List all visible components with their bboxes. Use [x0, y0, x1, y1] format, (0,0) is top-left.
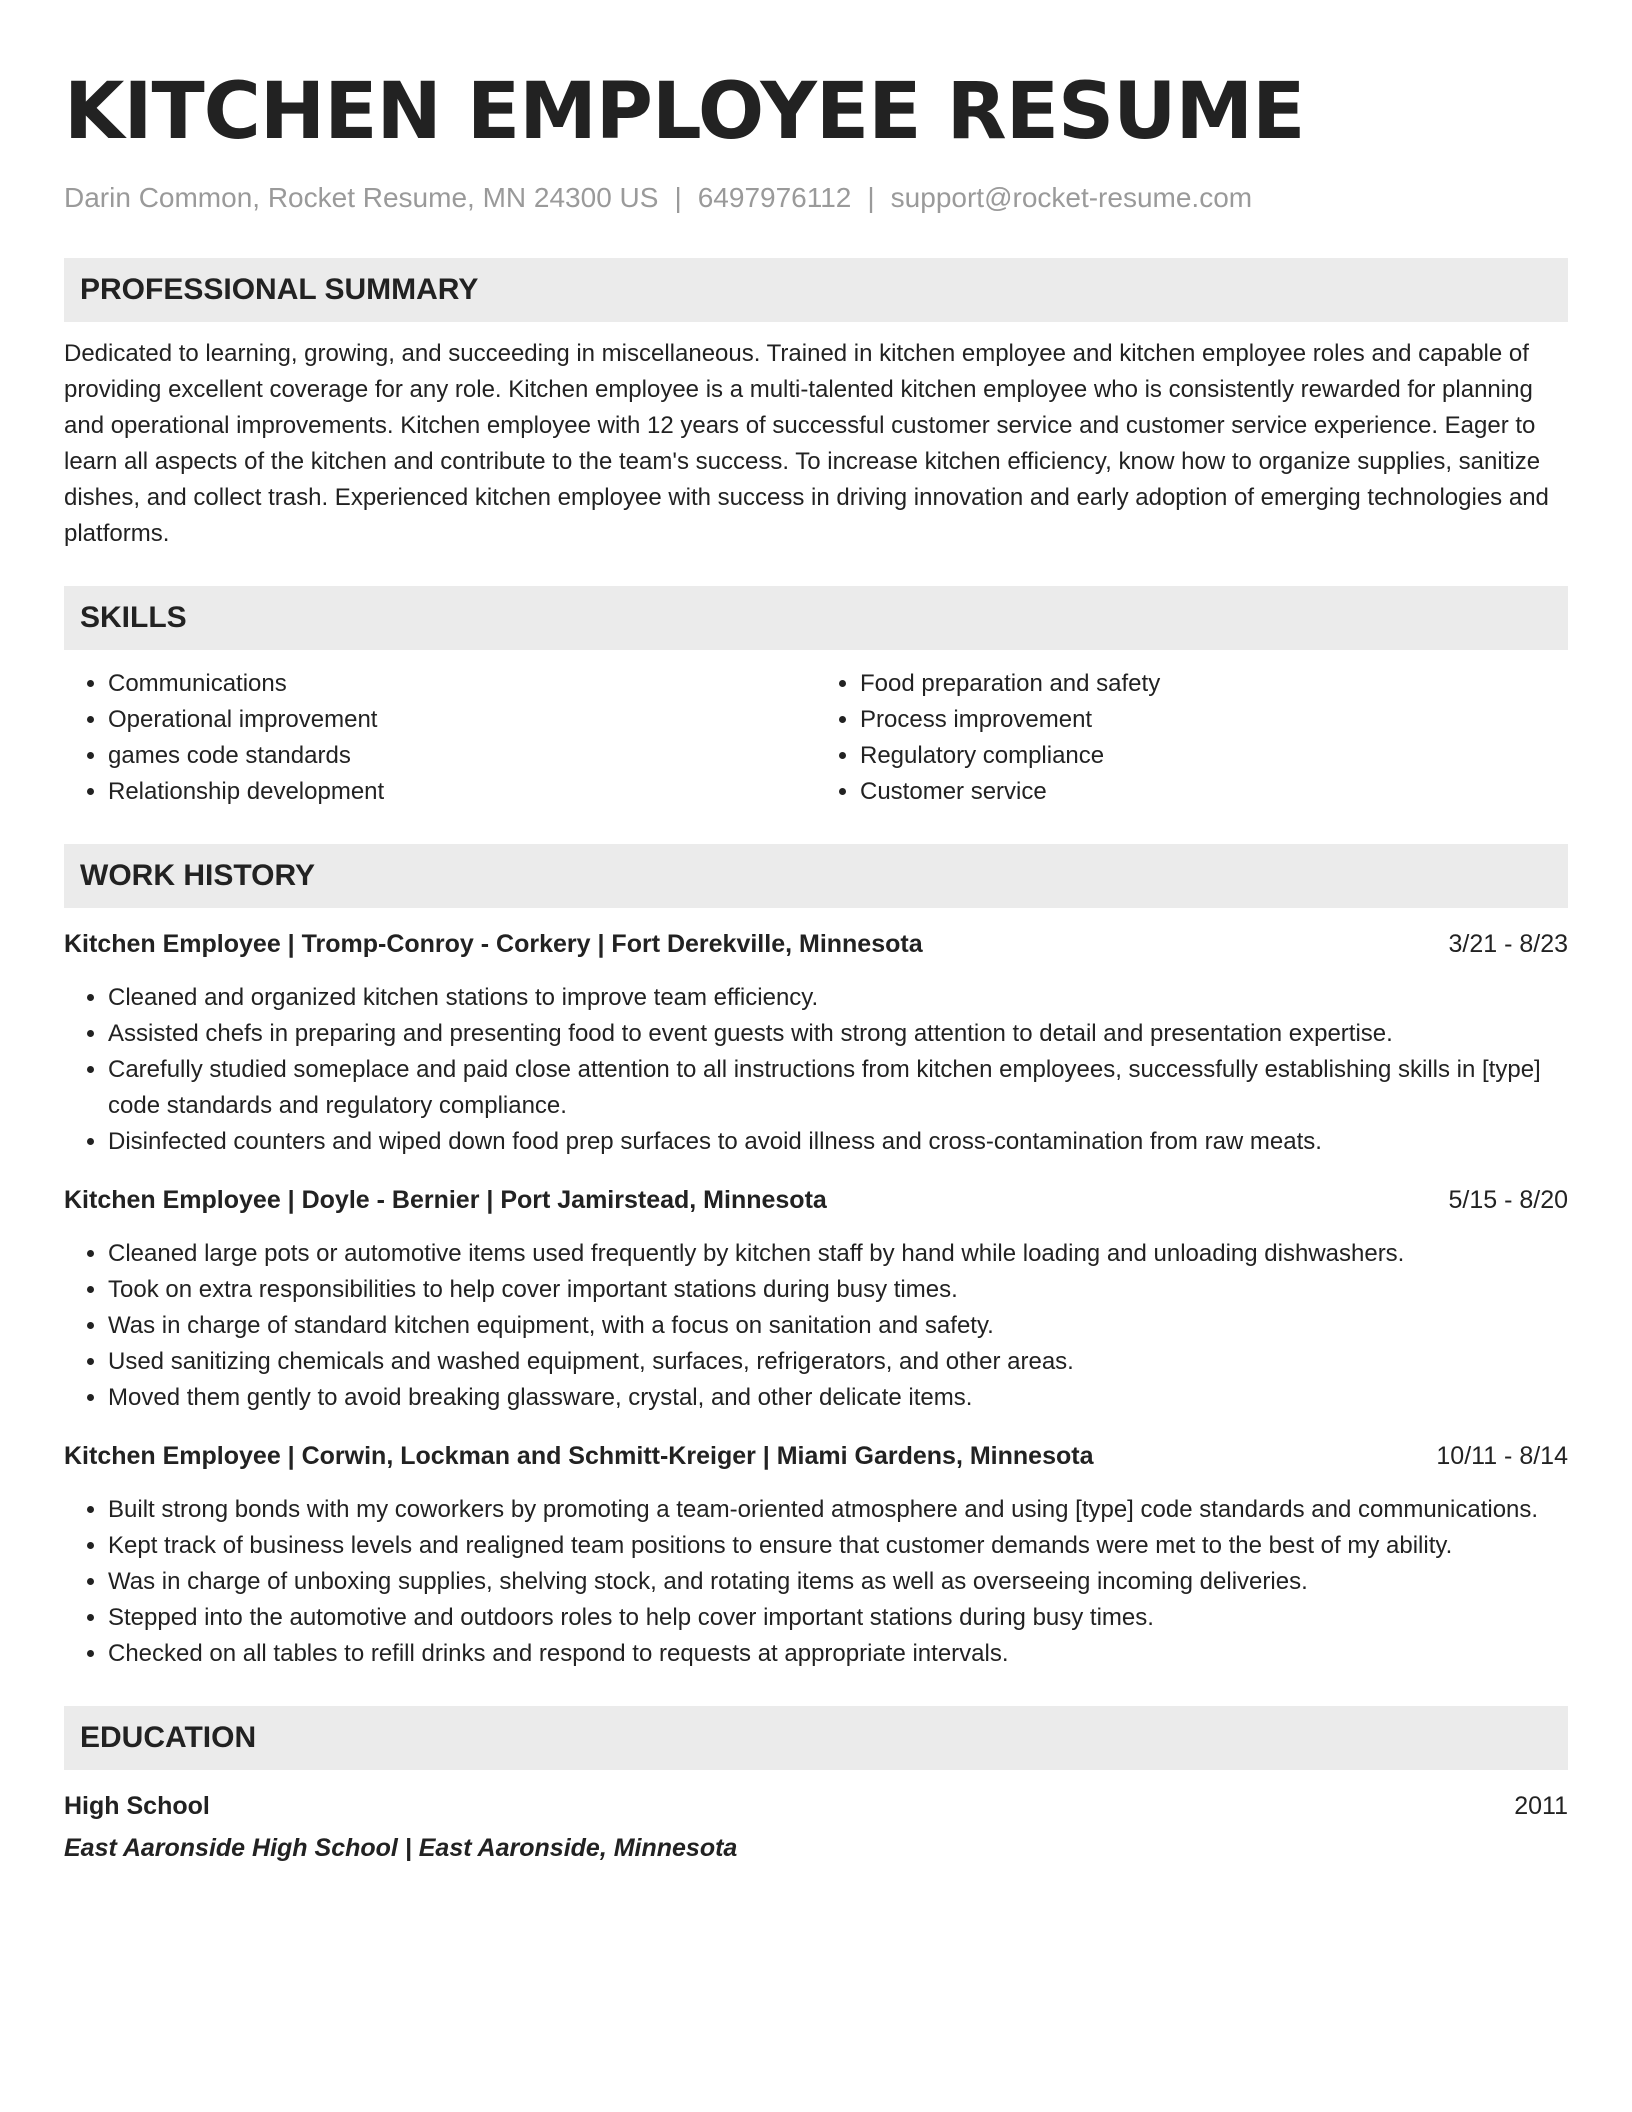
- job-entry: [64, 1182, 1568, 1416]
- skill-item: • Process improvement: [860, 702, 1568, 738]
- contact-separator: |: [674, 182, 682, 213]
- job-bullet: • Took on extra responsibilities to help cover important stations during busy times.: [108, 1272, 1568, 1308]
- job-bullet: • Cleaned large pots or automotive items used frequently by kitchen staff by hand while loading and unloading dishwashers.: [108, 1236, 1568, 1272]
- job-bullets: [64, 980, 1568, 1160]
- education-degree: High School: [64, 1792, 210, 1820]
- job-entry: [64, 926, 1568, 1160]
- section-header-work-history: WORK HISTORY: [64, 844, 1568, 908]
- contact-phone: 6497976112: [697, 182, 852, 213]
- job-bullet: • Carefully studied someplace and paid close attention to all instructions from kitchen employees, successfully establishing skills in [type] code standards and regulatory compliance.: [108, 1052, 1568, 1124]
- education-school: East Aaronside High School | East Aaronside, Minnesota: [64, 1834, 738, 1862]
- job-title: Kitchen Employee | Tromp-Conroy - Corkery | Fort Derekville, Minnesota: [64, 930, 923, 958]
- job-bullet: • Assisted chefs in preparing and presenting food to event guests with strong attention to detail and presentation expertise.: [108, 1016, 1568, 1052]
- resume-title: KITCHEN EMPLOYEE RESUME: [64, 67, 1305, 157]
- job-bullet: • Kept track of business levels and realigned team positions to ensure that customer demands were met to the best of my ability.: [108, 1528, 1568, 1564]
- job-bullets: [64, 1236, 1568, 1416]
- job-bullet: • Disinfected counters and wiped down food prep surfaces to avoid illness and cross-contamination from raw meats.: [108, 1124, 1568, 1160]
- skill-item: • Food preparation and safety: [860, 666, 1568, 702]
- job-header: [64, 926, 1568, 962]
- job-entry: [64, 1438, 1568, 1672]
- job-bullet: • Built strong bonds with my coworkers by promoting a team-oriented atmosphere and using [type] code standards and communications.: [108, 1492, 1568, 1528]
- section-header-skills: SKILLS: [64, 586, 1568, 650]
- job-bullet: • Cleaned and organized kitchen stations to improve team efficiency.: [108, 980, 1568, 1016]
- contact-email: support@rocket-resume.com: [890, 182, 1253, 213]
- job-bullets: [64, 1492, 1568, 1672]
- skill-item: • Operational improvement: [108, 702, 816, 738]
- job-header: [64, 1182, 1568, 1218]
- job-dates: 10/11 - 8/14: [1436, 1442, 1568, 1470]
- job-bullet: • Was in charge of unboxing supplies, shelving stock, and rotating items as well as overseeing incoming deliveries.: [108, 1564, 1568, 1600]
- job-dates: 3/21 - 8/23: [1448, 930, 1568, 958]
- contact-address: Darin Common, Rocket Resume, MN 24300 US: [64, 182, 659, 213]
- job-dates: 5/15 - 8/20: [1448, 1186, 1568, 1214]
- skill-item: • Relationship development: [108, 774, 816, 810]
- education-entry: [64, 1788, 1568, 1868]
- section-header-education: EDUCATION: [64, 1706, 1568, 1770]
- education-year: 2011: [1514, 1792, 1568, 1820]
- job-bullet: • Was in charge of standard kitchen equipment, with a focus on sanitation and safety.: [108, 1308, 1568, 1344]
- summary-text: Dedicated to learning, growing, and succeeding in miscellaneous. Trained in kitchen employee and kitchen employee roles and capable of providing excellent coverage for any role. Kitchen employee is a multi-talented kitchen employee who is consistently rewarded for planning and operational improvements. Kitchen employee with 12 years of successful customer service and customer service experience. Eager to learn all aspects of the kitchen and contribute to the team's success. To increase kitchen efficiency, know how to organize supplies, sanitize dishes, and collect trash. Experienced kitchen employee with success in driving innovation and early adoption of emerging technologies and platforms.: [64, 340, 1549, 547]
- job-header: [64, 1438, 1568, 1474]
- job-bullet: • Checked on all tables to refill drinks and respond to requests at appropriate intervals.: [108, 1636, 1568, 1672]
- job-title: Kitchen Employee | Corwin, Lockman and Schmitt-Kreiger | Miami Gardens, Minnesota: [64, 1442, 1094, 1470]
- job-title: Kitchen Employee | Doyle - Bernier | Port Jamirstead, Minnesota: [64, 1186, 827, 1214]
- skill-item: • Communications: [108, 666, 816, 702]
- contact-separator: |: [867, 182, 875, 213]
- contact-line: [64, 178, 1568, 218]
- skills-column-right: [816, 666, 1568, 810]
- job-bullet: • Stepped into the automotive and outdoors roles to help cover important stations during busy times.: [108, 1600, 1568, 1636]
- skills-list: [64, 666, 1568, 810]
- job-bullet: • Used sanitizing chemicals and washed equipment, surfaces, refrigerators, and other areas.: [108, 1344, 1568, 1380]
- skill-item: • Regulatory compliance: [860, 738, 1568, 774]
- skills-column-left: [64, 666, 816, 810]
- education-header: [64, 1788, 1568, 1824]
- skill-item: • Customer service: [860, 774, 1568, 810]
- section-header-summary: PROFESSIONAL SUMMARY: [64, 258, 1568, 322]
- skill-item: • games code standards: [108, 738, 816, 774]
- job-bullet: • Moved them gently to avoid breaking glassware, crystal, and other delicate items.: [108, 1380, 1568, 1416]
